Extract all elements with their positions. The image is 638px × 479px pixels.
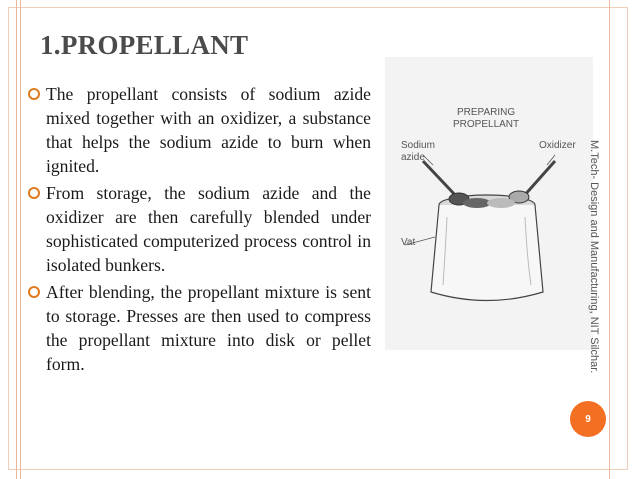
left-rule-inner <box>20 0 21 479</box>
bullet-text: From storage, the sodium azide and the oxidizer are then carefully blended under sophisticated computerized process control in isolated bunkers. <box>46 183 371 275</box>
sodium-azide-label-line2: azide <box>401 152 425 163</box>
bullet-item-2 <box>28 181 371 277</box>
right-rule <box>609 0 610 479</box>
bullet-text: The propellant consists of sodium azide mixed together with an oxidizer, a substance that helps the sodium azide to burn when ignited. <box>46 84 371 176</box>
figure-title-line2: PROPELLANT <box>453 119 520 130</box>
figure-title <box>453 107 519 131</box>
propellant-drawing <box>385 57 593 350</box>
bullet-item-3 <box>28 280 371 376</box>
bullet-ring-icon <box>28 88 40 100</box>
left-rule <box>16 0 17 479</box>
bullet-item-1 <box>28 82 371 178</box>
slide-title: 1.PROPELLANT <box>40 30 249 60</box>
vat-label: Vat <box>401 237 416 248</box>
sodium-azide-label-line1: Sodium <box>401 140 435 151</box>
bullet-ring-icon <box>28 286 40 298</box>
propellant-illustration <box>385 57 593 350</box>
oxidizer-label: Oxidizer <box>539 140 576 151</box>
page-number-badge: 9 <box>570 401 606 437</box>
bullet-text: After blending, the propellant mixture is sent to storage. Presses are then used to compress the propellant mixture into disk or pellet form. <box>46 282 371 374</box>
figure-title-line1: PREPARING <box>456 107 516 118</box>
side-footer-text: M.Tech- Design and Manufacturing, NIT Silchar. <box>588 140 600 374</box>
sodium-azide-label <box>401 140 435 164</box>
bullet-list <box>28 82 371 379</box>
bullet-ring-icon <box>28 187 40 199</box>
